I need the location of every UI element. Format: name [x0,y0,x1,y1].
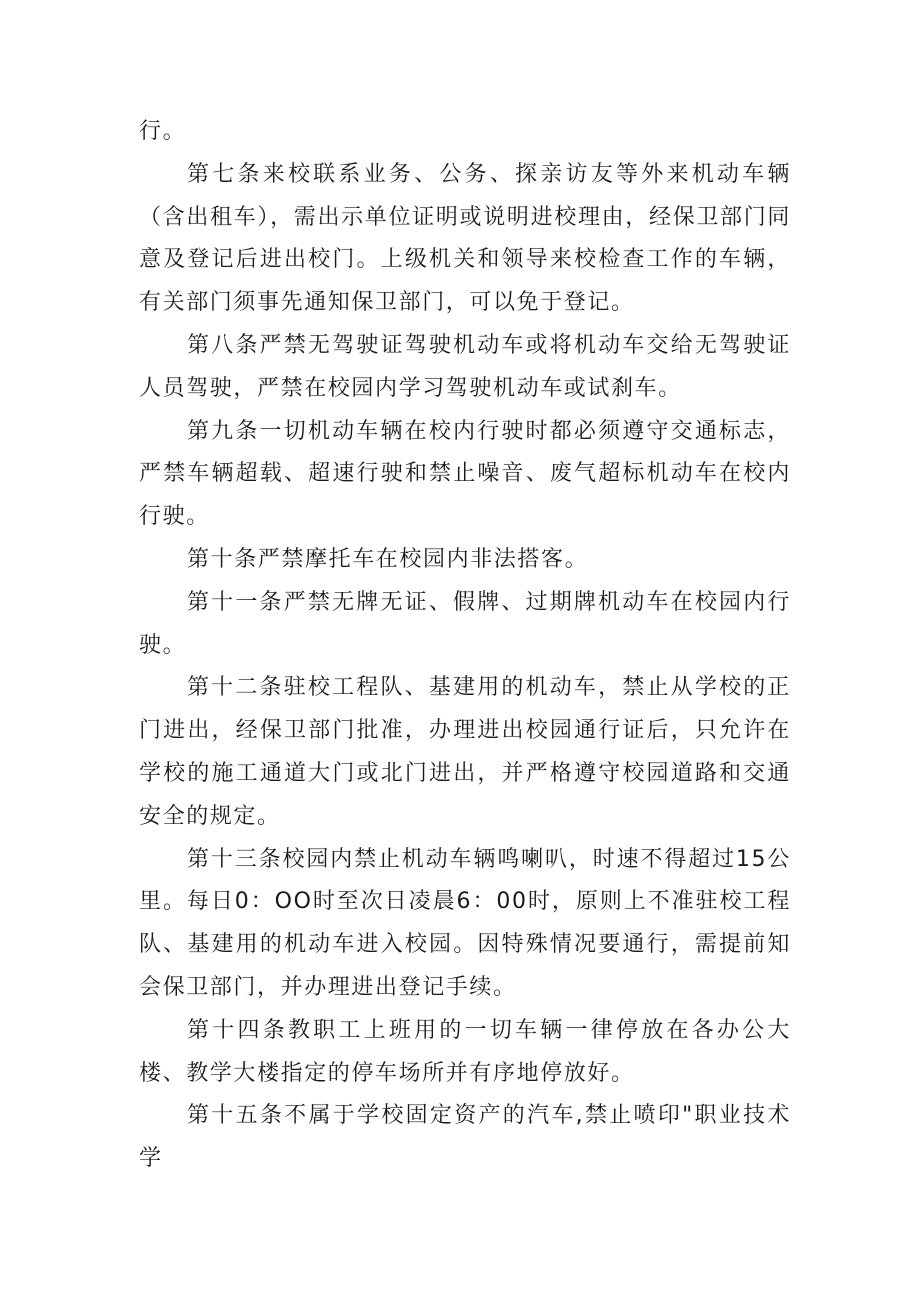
paragraph-article-10: 第十条严禁摩托车在校园内非法搭客。 [187,546,589,572]
paragraph-article-13: 第十三条校园内禁止机动车辆鸣喇叭，时速不得超过15公里。每日0：OO时至次日凌晨6：00时，原则上不准驻校工程队、基建用的机动车进入校园。因特殊情况要通行，需提前知会保卫部门，并办理进出登记手续。 [139,846,791,1000]
document-body [139,111,791,1181]
paragraph-article-12: 第十二条驻校工程队、基建用的机动车，禁止从学校的正门进出，经保卫部门批准，办理进出校园通行证后，只允许在学校的施工通道大门或北门进出，并严格遵守校园道路和交通安全的规定。 [139,675,791,829]
paragraph-article-11: 第十一条严禁无牌无证、假牌、过期牌机动车在校园内行驶。 [139,589,791,658]
paragraph-article-8: 第八条严禁无驾驶证驾驶机动车或将机动车交给无驾驶证人员驾驶，严禁在校园内学习驾驶机动车或试刹车。 [139,332,791,401]
paragraph-article-15: 第十五条不属于学校固定资产的汽车,禁止喷印"职业技术学 [139,1103,791,1172]
paragraph-continuation: 行。 [139,119,187,144]
paragraph-article-9: 第九条一切机动车辆在校内行驶时都必须遵守交通标志，严禁车辆超载、超速行驶和禁止噪音、废气超标机动车在校内行驶。 [139,418,791,530]
paragraph-article-7: 第七条来校联系业务、公务、探亲访友等外来机动车辆（含出租车），需出示单位证明或说明进校理由，经保卫部门同意及登记后进出校门。上级机关和领导来校检查工作的车辆，有关部门须事先通知保卫部门，可以免于登记。 [139,161,791,316]
paragraph-article-14: 第十四条教职工上班用的一切车辆一律停放在各办公大楼、教学大楼指定的停车场所并有序地停放好。 [139,1017,791,1086]
